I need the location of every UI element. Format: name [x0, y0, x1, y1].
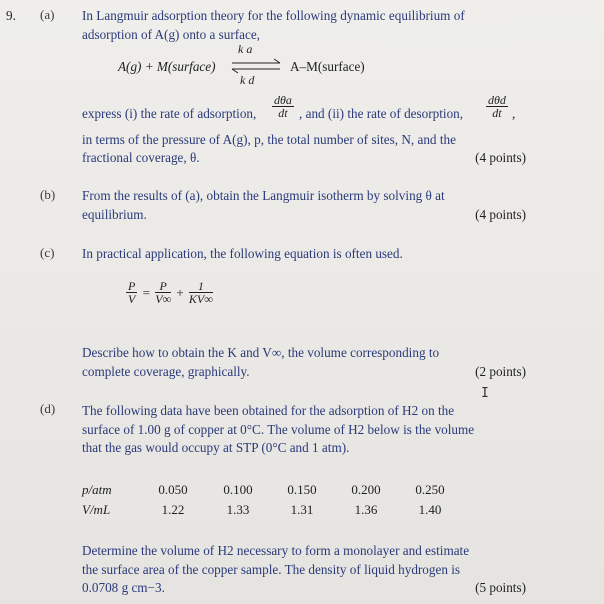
eq-equals: =	[142, 285, 150, 300]
eq-term2-den: KV∞	[188, 292, 213, 306]
part-d-line5: the surface area of the copper sample. The density of liquid hydrogen is	[82, 562, 461, 577]
table-cell: 1.33	[226, 502, 250, 517]
text-cursor-icon: I	[481, 386, 489, 401]
k-forward: k a	[238, 42, 253, 56]
table-cell: 0.250	[415, 482, 445, 497]
eq-lhs-fraction	[126, 280, 137, 306]
part-b-line2: equilibrium.	[82, 207, 147, 222]
table-cell: 1.40	[418, 502, 442, 517]
table-cell: 0.150	[287, 482, 317, 497]
rate-ads-denominator: dt	[278, 106, 288, 120]
k-reverse: k d	[240, 73, 255, 87]
reaction-right: A–M(surface)	[290, 59, 365, 74]
rate-ads-numerator: dθa	[274, 93, 292, 107]
part-c-line1: In practical application, the following equation is often used.	[82, 246, 403, 261]
eq-term1-num: P	[155, 280, 171, 293]
part-d-line6: 0.0708 g cm−3.	[82, 580, 165, 595]
table-cell: 0.100	[223, 482, 253, 497]
part-d-points: (5 points)	[475, 580, 526, 595]
part-b-label: (b)	[40, 187, 56, 202]
rate-adsorption-fraction	[272, 94, 294, 120]
equilibrium-arrows-icon	[230, 58, 284, 74]
express-prefix: express (i) the rate of adsorption,	[82, 106, 257, 121]
table-row	[82, 500, 462, 520]
express-mid: , and (ii) the rate of desorption,	[299, 106, 464, 121]
eq-term1-den: V∞	[155, 292, 172, 306]
langmuir-linear-equation	[126, 280, 213, 306]
part-a-intro-line2: adsorption of A(g) onto a surface,	[82, 27, 260, 42]
part-a-label: (a)	[40, 7, 55, 22]
part-a-points: (4 points)	[475, 150, 526, 165]
part-a-line4: fractional coverage, θ.	[82, 150, 200, 165]
part-a-intro-line1: In Langmuir adsorption theory for the following dynamic equilibrium of	[82, 8, 465, 23]
table-cell: 1.31	[290, 502, 314, 517]
rate-des-denominator: dt	[492, 106, 502, 120]
eq-lhs-num: P	[128, 279, 136, 293]
express-suffix: ,	[512, 106, 516, 121]
part-c-line2: Describe how to obtain the K and V∞, the volume corresponding to	[82, 345, 440, 360]
adsorption-data-table	[82, 480, 462, 520]
table-cell: 1.36	[354, 502, 378, 517]
eq-term2-num: 1	[189, 280, 213, 293]
eq-term1-fraction	[155, 280, 171, 306]
table-header-volume: V/mL	[82, 502, 111, 517]
eq-plus: +	[176, 285, 184, 300]
part-a-line3: in terms of the pressure of A(g), p, the total number of sites, N, and the	[82, 132, 456, 147]
rate-desorption-fraction	[486, 94, 508, 120]
rate-des-numerator: dθd	[488, 93, 506, 107]
eq-term2-fraction	[189, 280, 213, 306]
table-row	[82, 480, 462, 500]
table-cell: 0.050	[158, 482, 188, 497]
reaction-left: A(g) + M(surface)	[118, 59, 216, 74]
part-d-line3: that the gas would occupy at STP (0°C and 1 atm).	[82, 440, 350, 455]
part-b-points: (4 points)	[475, 207, 526, 222]
part-d-label: (d)	[40, 401, 56, 416]
part-c-label: (c)	[40, 245, 55, 260]
part-d-line1: The following data have been obtained for the adsorption of H2 on the	[82, 403, 455, 418]
table-cell: 1.22	[161, 502, 185, 517]
part-b-line1: From the results of (a), obtain the Langmuir isotherm by solving θ at	[82, 188, 445, 203]
part-d-line2: surface of 1.00 g of copper at 0°C. The volume of H2 below is the volume	[82, 422, 475, 437]
table-header-pressure: p/atm	[82, 482, 112, 497]
question-number: 9.	[6, 8, 16, 23]
eq-lhs-den: V	[128, 292, 136, 306]
part-d-line4: Determine the volume of H2 necessary to form a monolayer and estimate	[82, 543, 470, 558]
table-cell: 0.200	[351, 482, 381, 497]
part-c-line3: complete coverage, graphically.	[82, 364, 250, 379]
part-c-points: (2 points)	[475, 364, 526, 379]
